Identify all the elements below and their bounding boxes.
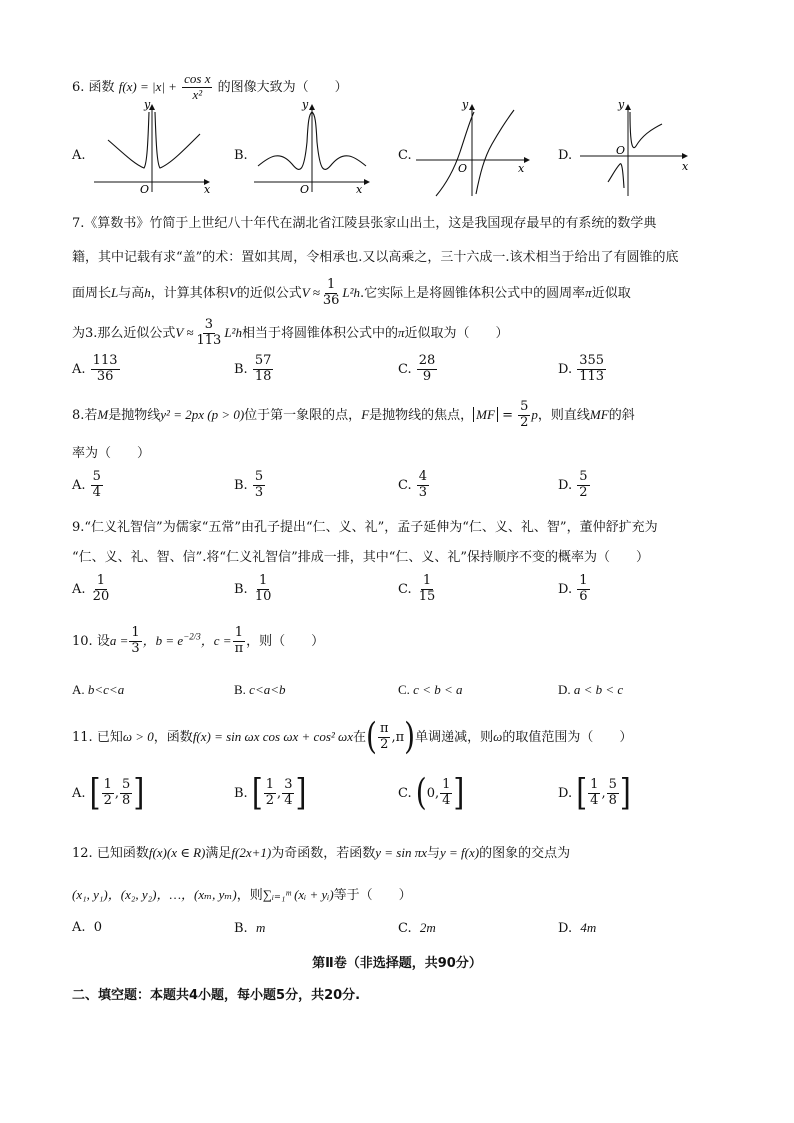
q7-line3: 面周长L与高h，计算其体积V的近似公式V ≈ $\frac{1}{36}$ L²h.它实际上是将圆锥体积公式中的圆周率π近似取 [72, 277, 631, 308]
q11-option-a[interactable]: A. [ $\frac{1}{2}$ , $\frac{5}{8}$ ] [72, 771, 145, 815]
q6-d-axis-x: x [682, 160, 689, 173]
q6-graph-c [414, 98, 534, 202]
q7-option-d[interactable]: D. $\frac{355}{113}$ [558, 353, 605, 384]
q6-b-origin: O [300, 183, 310, 196]
q12-option-b[interactable]: B. m [234, 920, 266, 936]
q6-option-c-label: C. [398, 148, 412, 163]
q9-line1: 9.“仁义礼智信”为儒家“五常”由孔子提出“仁、义、礼”，孟子延伸为“仁、义、礼、智”，董仲舒扩充为 [72, 520, 658, 535]
q8-option-b[interactable]: B. $\frac{5}{3}$ [234, 469, 264, 500]
q6-b-axis-y: y [302, 98, 309, 111]
q12-line2: (x₁, y₁)，(x₂, y₂)，…，(xₘ, yₘ)，则∑ᵢ₌₁ᵐ (xᵢ + yᵢ)等于（ ） [72, 887, 412, 903]
q9-option-a[interactable]: A. $\frac{1}{20}$ [72, 573, 110, 604]
q12-option-a[interactable]: A. 0 [72, 920, 103, 935]
q8-option-d[interactable]: D. $\frac{5}{2}$ [558, 469, 588, 500]
q6-graph-d [578, 98, 698, 202]
q8-option-c[interactable]: C. $\frac{4}{3}$ [398, 469, 428, 500]
q10-option-c[interactable]: C. c < b < a [398, 682, 463, 697]
q8-option-a[interactable]: A. $\frac{5}{4}$ [72, 469, 101, 500]
q7-line2: 籍，其中记载有求“盖”的术：置如其周，令相承也.又以高乘之，三十六成一.该术相当于给出了有圆锥的底 [72, 250, 679, 265]
q6-option-d-label: D. [558, 148, 573, 163]
q12-line1: 12. 已知函数f(x)(x ∈ R)满足f(2x+1)为奇函数，若函数y = sin πx与y = f(x)的图象的交点为 [72, 845, 571, 861]
q6-a-axis-x: x [204, 183, 211, 196]
q8-line1: 8.若M是抛物线y² = 2px (p > 0)位于第一象限的点，F是抛物线的焦点， MF = $\frac{5}{2}$ p，则直线MF的斜 [72, 399, 635, 430]
q10-option-b[interactable]: B. c<a<b [234, 682, 286, 697]
q6-d-origin: O [616, 144, 626, 157]
q10-option-d[interactable]: D. a < b < c [558, 682, 624, 697]
q6-b-axis-x: x [356, 183, 363, 196]
q11-option-d[interactable]: D. [ $\frac{1}{4}$ , $\frac{5}{8}$ ] [558, 771, 631, 815]
q9-option-b[interactable]: B. $\frac{1}{10}$ [234, 573, 272, 604]
q7-option-a[interactable]: A. $\frac{113}{36}$ [72, 353, 118, 384]
q8-line2: 率为（ ） [72, 446, 151, 461]
q6-stem: 6. 函数 f(x) = |x| + $\frac{\text{cos x}}{\text{x²}}$ 的图像大致为（ ） [72, 71, 348, 102]
part2-title: 第Ⅱ卷（非选择题，共90分） [312, 956, 482, 971]
q6-c-axis-x: x [518, 162, 525, 175]
q6-d-axis-y: y [618, 98, 625, 111]
q6-a-axis-y: y [144, 98, 151, 111]
q7-option-b[interactable]: B. $\frac{57}{18}$ [234, 353, 272, 384]
q11-stem: 11. 已知ω > 0，函数f(x) = sin ωx cos ωx + cos² ωx在( $\frac{\pi}{2}$ ,π)单调递减，则ω的取值范围为（ ） [72, 715, 633, 759]
q12-option-c[interactable]: C. 2m [398, 920, 436, 936]
q10-option-a[interactable]: A. b<c<a [72, 682, 125, 697]
q6-c-axis-y: y [462, 98, 469, 111]
q11-option-c[interactable]: C. (0, $\frac{1}{4}$ ] [398, 771, 465, 815]
q7-line1: 7.《算数书》竹简于上世纪八十年代在湖北省江陵县张家山出土，这是我国现存最早的有系统的数学典 [72, 216, 657, 231]
q6-graph-a [92, 98, 212, 198]
q6-option-a-label: A. [72, 148, 86, 163]
q6-option-b-label: B. [234, 148, 248, 163]
q7-line4: 为3.那么近似公式V ≈ $\frac{3}{113}$ L²h相当于将圆锥体积公式中的π近似取为（ ） [72, 317, 509, 348]
section2-heading: 二、填空题：本题共4小题，每小题5分，共20分. [72, 988, 361, 1003]
q9-option-c[interactable]: C. $\frac{1}{15}$ [398, 573, 436, 604]
q6-c-origin: O [458, 162, 468, 175]
q6-a-origin: O [140, 183, 150, 196]
q9-line2: “仁、义、礼、智、信”.将“仁义礼智信”排成一排，其中“仁、义、礼”保持顺序不变的概率为（ ） [72, 550, 650, 565]
q6-graph-b [252, 98, 372, 198]
q12-option-d[interactable]: D. 4m [558, 920, 597, 936]
q10-stem: 10. 设a = $\frac{1}{3}$ ，$b = e^{-2/3}$，c = $\frac{1}{\pi}$ ，则（ ） [72, 625, 325, 656]
q11-option-b[interactable]: B. [ $\frac{1}{2}$ , $\frac{3}{4}$ ] [234, 771, 307, 815]
q7-option-c[interactable]: C. $\frac{28}{9}$ [398, 353, 436, 384]
q9-option-d[interactable]: D. $\frac{1}{6}$ [558, 573, 588, 604]
